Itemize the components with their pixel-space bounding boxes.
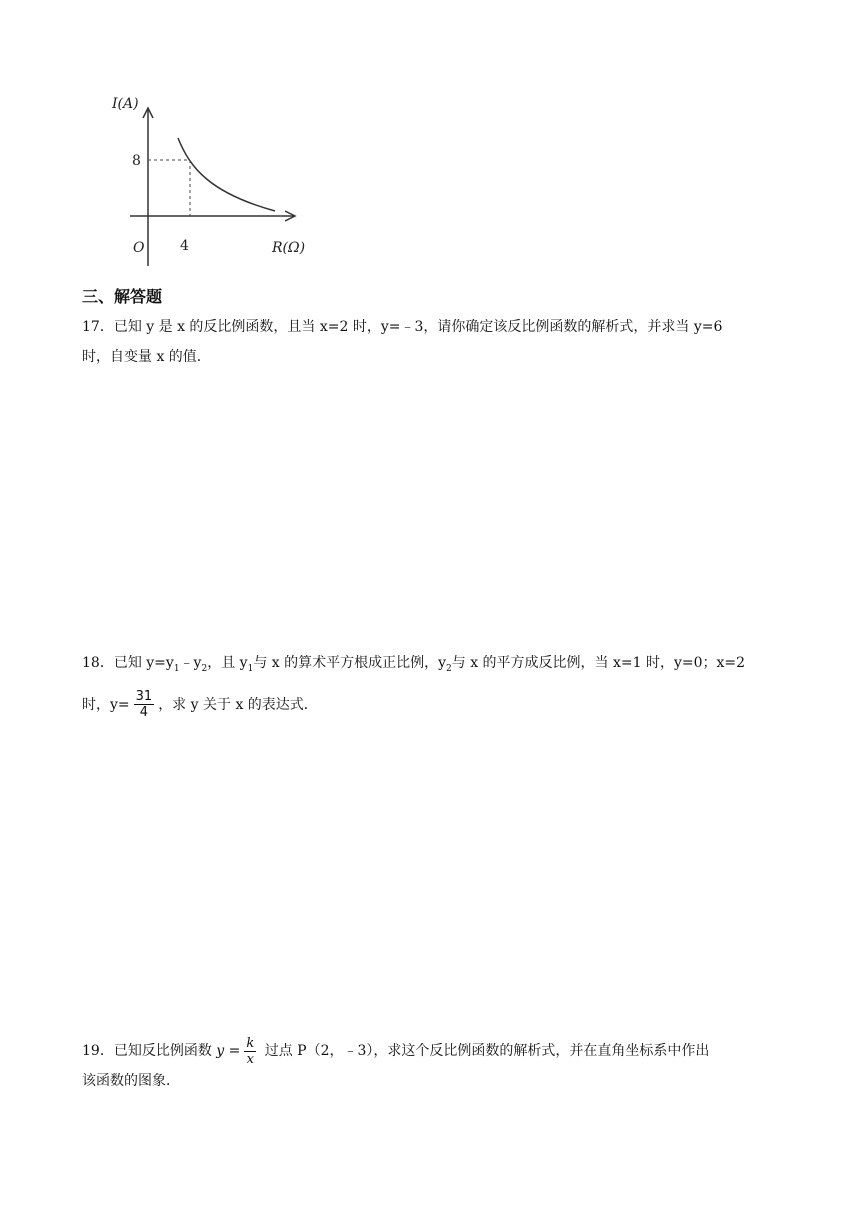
fraction-numerator: 31	[135, 689, 153, 705]
origin-label: O	[133, 240, 145, 256]
question-17	[82, 312, 782, 372]
q17-line2: 时，自变量 x 的值．	[82, 349, 211, 365]
hyperbola-curve	[178, 138, 275, 211]
q18-sub-4: 2	[446, 663, 452, 674]
formula-numerator: k	[246, 1035, 255, 1051]
q18-line1	[82, 648, 782, 684]
inverse-function-figure	[100, 88, 330, 273]
question-18	[82, 648, 782, 720]
fraction-31-4	[134, 690, 155, 719]
formula-lhs: y =	[216, 1043, 241, 1059]
q18-text-f: 时，y=	[82, 696, 130, 713]
q18-sub-1: 1	[173, 663, 180, 674]
q19-text-a: 19．已知反比例函数	[82, 1043, 212, 1059]
question-19	[82, 1036, 782, 1096]
q19-text-b: 过点 P（2，﹣3），求这个反比例函数的解析式，并在直角坐标系中作出	[264, 1043, 710, 1059]
q18-text-c: ，且 y	[207, 655, 248, 671]
y-axis-label: I(A)	[112, 96, 139, 112]
q18-line2	[82, 690, 782, 720]
graph-svg	[100, 88, 330, 273]
fraction-denominator: 4	[139, 705, 149, 721]
q19-line1	[82, 1036, 782, 1066]
q18-text-b: ﹣y	[179, 655, 202, 671]
y-tick-label: 8	[132, 153, 141, 169]
q18-text-d: 与 x 的算术平方根成正比例，y	[253, 655, 447, 671]
section-title: 三、解答题	[82, 287, 163, 306]
formula-denominator: x	[246, 1051, 254, 1067]
q17-line1: 17．已知 y 是 x 的反比例函数，且当 x=2 时，y=﹣3，请你确定该反比例函数的解析式，并求当 y=6	[82, 319, 723, 335]
q18-text-a: 18．已知 y=y	[82, 655, 174, 671]
q18-sub-3: 1	[247, 663, 254, 674]
q18-text-g: ，求 y 关于 x 的表达式．	[158, 696, 318, 713]
q18-text-e: 与 x 的平方成反比例，当 x=1 时，y=0；x=2	[451, 655, 746, 671]
x-axis-label: R(Ω)	[272, 240, 306, 256]
q18-sub-2: 2	[201, 663, 208, 674]
fraction-k-x	[244, 1037, 256, 1066]
q19-line2: 该函数的图象．	[82, 1073, 180, 1089]
x-tick-label: 4	[180, 238, 189, 254]
